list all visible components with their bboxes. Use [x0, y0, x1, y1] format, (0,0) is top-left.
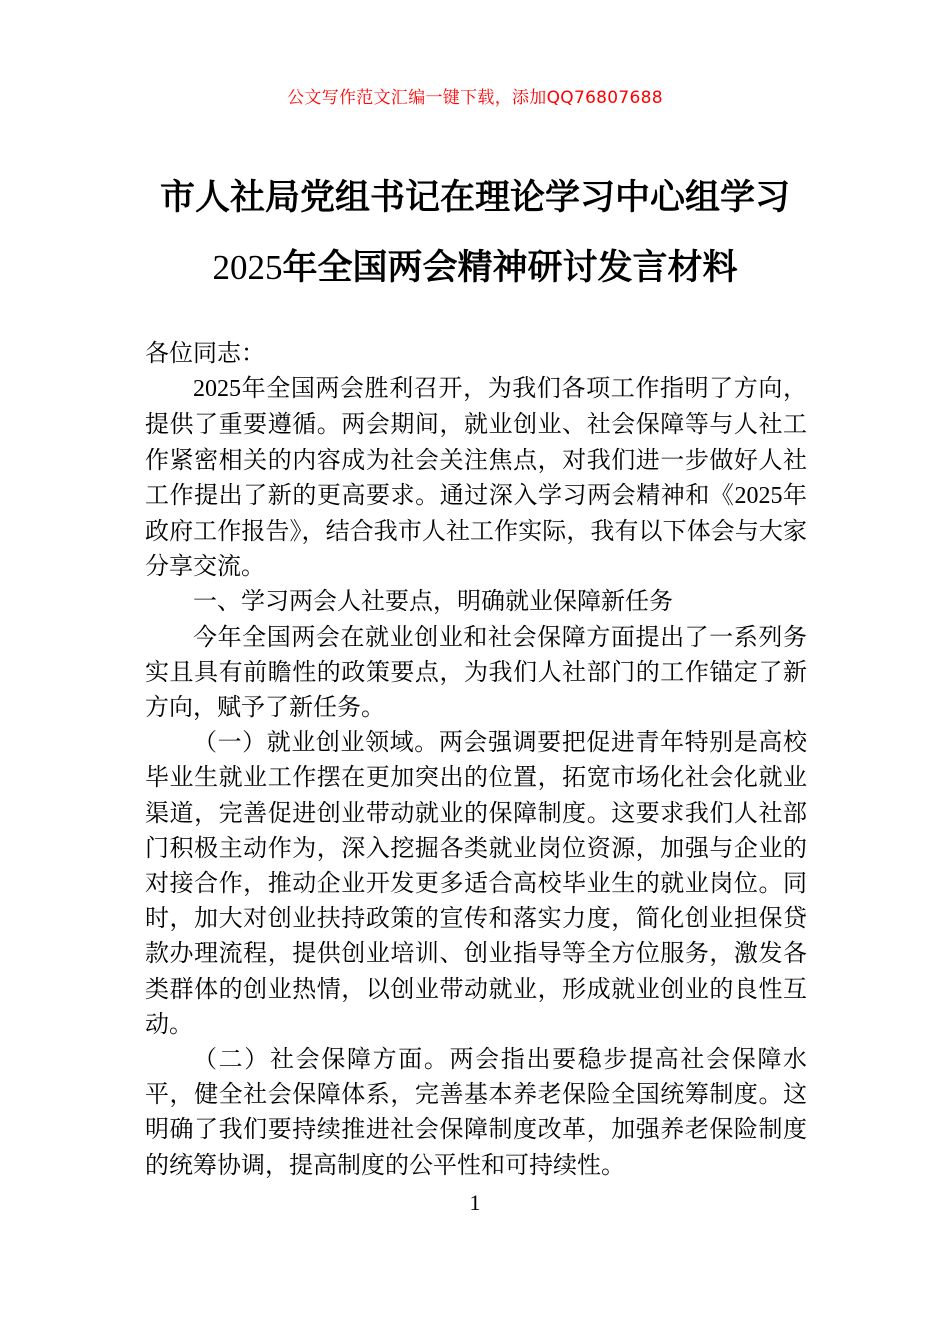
intro-text-part-1: 年全国两会胜利召开，为我们各项工作指明了方向，提供了重要遵循。两会期间，就业创业、社会保障等与人社工作紧密相关的内容成为社会关注焦点，对我们进一步做好人社工作提出了新的更高要求。通过深入学习两会精神和《: [145, 374, 807, 509]
section-heading-1: 一、学习两会人社要点，明确就业保障新任务: [193, 587, 673, 616]
page-number: 1: [469, 1190, 481, 1215]
paragraph-overview: 今年全国两会在就业创业和社会保障方面提出了一系列务实且具有前瞻性的政策要点，为我们人社部门的工作锚定了新方向，赋予了新任务。: [145, 622, 807, 722]
document-title-line-1: 市人社局党组书记在理论学习中心组学习: [159, 178, 790, 218]
title-line-2-text: 年全国两会精神研讨发言材料: [282, 248, 738, 288]
intro-year-2: 2025: [734, 482, 783, 509]
paragraph-social-security: （二）社会保障方面。两会指出要稳步提高社会保障水平，健全社会保障体系，完善基本养老保险全国统筹制度。这明确了我们要持续推进社会保障制度改革，加强养老保险制度的统筹协调，提高制度的公平性和可持续性。: [145, 1045, 807, 1179]
title-year: 2025: [212, 248, 283, 287]
download-banner[interactable]: 公文写作范文汇编一键下载，添加QQ76807688: [287, 88, 663, 108]
greeting: 各位同志：: [145, 339, 265, 367]
paragraph-intro: [145, 371, 807, 584]
document-title-line-2: [130, 246, 820, 290]
paragraph-employment: （一）就业创业领域。两会强调要把促进青年特别是高校毕业生就业工作摆在更加突出的位置，拓宽市场化社会化就业渠道，完善促进创业带动就业的保障制度。这要求我们人社部门积极主动作为，深入挖掘各类就业岗位资源，加强与企业的对接合作，推动企业开发更多适合高校毕业生的就业岗位。同时，加大对创业扶持政策的宣传和落实力度，简化创业担保贷款办理流程，提供创业培训、创业指导等全方位服务，激发各类群体的创业热情，以创业带动就业，形成就业创业的良性互动。: [145, 728, 807, 1038]
intro-text-part-2: 年政府工作报告》，结合我市人社工作实际，我有以下体会与大家分享交流。: [145, 480, 808, 581]
document-body: [145, 336, 807, 1183]
intro-year: 2025: [193, 376, 241, 403]
